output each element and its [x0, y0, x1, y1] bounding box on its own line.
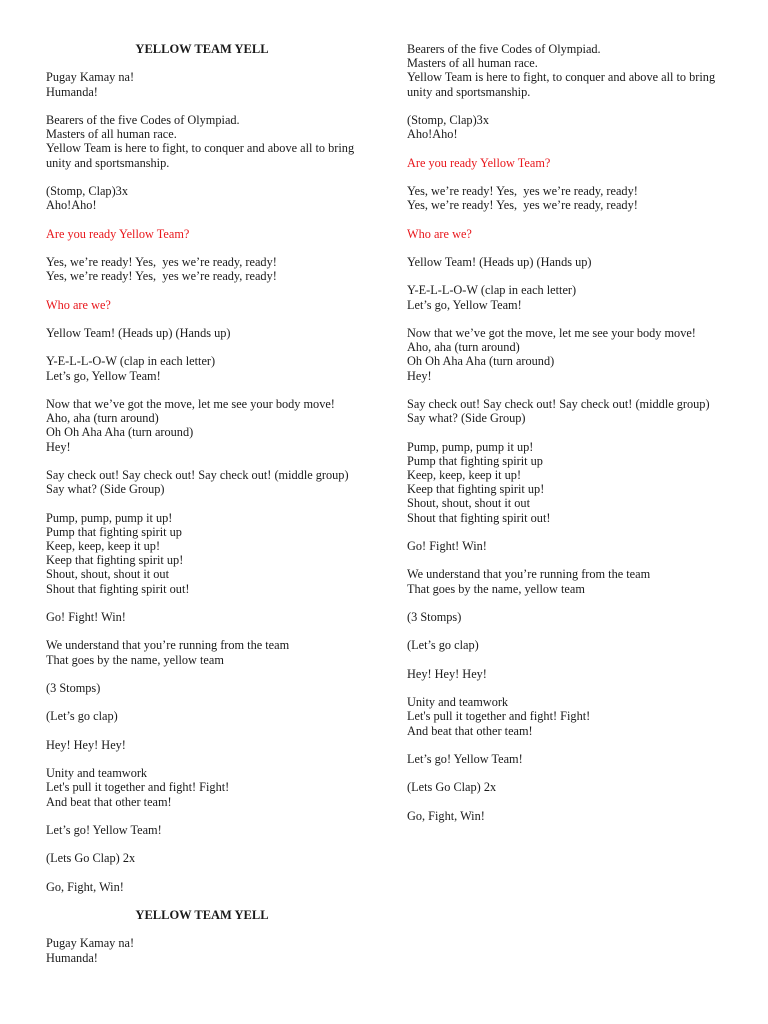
yell-line: Let's pull it together and fight! Fight! [46, 780, 230, 795]
yell-line: Yes, we’re ready! Yes, yes we’re ready, ready! [46, 254, 277, 269]
yell-line: Pump, pump, pump it up! [407, 439, 534, 454]
yell-line: Masters of all human race. [407, 56, 538, 71]
yell-line: That goes by the name, yellow team [407, 581, 585, 596]
yell-line: Say check out! Say check out! Say check out! (middle group) [407, 396, 710, 411]
yell-line: Go! Fight! Win! [407, 538, 487, 553]
yell-line: Now that we’ve got the move, let me see your body move! [46, 396, 335, 411]
yell-line: Say what? (Side Group) [46, 482, 165, 497]
yell-paragraph [46, 766, 364, 809]
right-yell-text [407, 42, 725, 823]
yell-paragraph [407, 780, 725, 794]
yell-line: (Lets Go Clap) 2x [407, 780, 497, 795]
yell-line: Go, Fight, Win! [46, 879, 124, 894]
yell-line: Bearers of the five Codes of Olympiad. [46, 112, 240, 127]
yell-paragraph [46, 851, 364, 865]
yell-paragraph [407, 752, 725, 766]
yell-paragraph [46, 936, 364, 964]
yell-paragraph [407, 809, 725, 823]
yell-line: And beat that other team! [46, 794, 172, 809]
left-yell-text-continued [46, 936, 364, 964]
yell-line: Yes, we’re ready! Yes, yes we’re ready, ready! [407, 198, 638, 213]
yell-line: Unity and teamwork [46, 766, 148, 781]
yell-line: Humanda! [46, 950, 98, 965]
call-out-paragraph [407, 227, 725, 241]
yell-paragraph [407, 397, 725, 425]
yell-line: Oh Oh Aha Aha (turn around) [407, 354, 555, 369]
yell-paragraph [46, 113, 364, 170]
yell-line: Hey! Hey! Hey! [407, 666, 487, 681]
yell-line: (3 Stomps) [407, 609, 462, 624]
yell-line: Yellow Team! (Heads up) (Hands up) [407, 254, 592, 269]
yell-paragraph [46, 738, 364, 752]
yell-line: Keep that fighting spirit up! [46, 553, 184, 568]
yell-line: Keep that fighting spirit up! [407, 482, 545, 497]
yell-paragraph [46, 610, 364, 624]
yell-paragraph [46, 397, 364, 454]
call-out-paragraph [46, 227, 364, 241]
yell-paragraph [407, 326, 725, 383]
yell-line: Let’s go! Yellow Team! [46, 822, 162, 837]
yell-line: Let's pull it together and fight! Fight! [407, 709, 591, 724]
yell-line: Let’s go, Yellow Team! [46, 368, 161, 383]
yell-paragraph [46, 638, 364, 666]
yell-paragraph [407, 113, 725, 141]
yell-line: (Stomp, Clap)3x [407, 113, 489, 127]
yell-line: Keep, keep, keep it up! [407, 467, 522, 482]
yell-paragraph [407, 283, 725, 311]
yell-paragraph [46, 681, 364, 695]
yell-line: Say check out! Say check out! Say check out! (middle group) [46, 467, 349, 482]
yell-paragraph [46, 880, 364, 894]
yell-line: Go, Fight, Win! [407, 808, 485, 823]
yell-line: That goes by the name, yellow team [46, 652, 224, 667]
right-column [407, 42, 725, 837]
yell-paragraph [407, 610, 725, 624]
yell-paragraph [407, 440, 725, 525]
document-title: YELLOW TEAM YELL [135, 42, 269, 56]
yell-paragraph [407, 255, 725, 269]
yell-line: Who are we? [46, 297, 111, 312]
yell-line: (Let’s go clap) [46, 709, 118, 724]
yell-line: Who are we? [407, 226, 472, 241]
yell-line: Unity and teamwork [407, 695, 509, 710]
yell-line: Pugay Kamay na! [46, 70, 135, 85]
yell-paragraph [407, 695, 725, 738]
yell-paragraph [46, 511, 364, 596]
yell-paragraph [46, 326, 364, 340]
call-out-paragraph [407, 156, 725, 170]
yell-paragraph [46, 70, 364, 98]
yell-paragraph [46, 468, 364, 496]
yell-line: Now that we’ve got the move, let me see your body move! [407, 325, 696, 340]
yell-line: Hey! [407, 368, 432, 383]
yell-line: Shout, shout, shout it out [46, 567, 169, 582]
yell-paragraph [46, 184, 364, 212]
yell-line: Pump that fighting spirit up [46, 524, 182, 539]
yell-paragraph [407, 42, 725, 99]
yell-paragraph [46, 354, 364, 382]
yell-paragraph [407, 539, 725, 553]
yell-line: Y-E-L-L-O-W (clap in each letter) [46, 354, 216, 369]
yell-line: Pump that fighting spirit up [407, 453, 543, 468]
yell-line: Humanda! [46, 84, 98, 99]
yell-line: Yes, we’re ready! Yes, yes we’re ready, ready! [407, 183, 638, 198]
yell-line: Hey! [46, 439, 71, 454]
yell-line: Aho, aha (turn around) [407, 340, 520, 355]
yell-line: Y-E-L-L-O-W (clap in each letter) [407, 283, 577, 298]
yell-line: Aho!Aho! [46, 198, 97, 213]
yell-line: (Lets Go Clap) 2x [46, 851, 136, 866]
yell-line: Oh Oh Aha Aha (turn around) [46, 425, 194, 440]
yell-line: Aho, aha (turn around) [46, 411, 159, 426]
yell-line: Yellow Team! (Heads up) (Hands up) [46, 325, 231, 340]
yell-line: Shout, shout, shout it out [407, 496, 530, 511]
yell-line: Let’s go! Yellow Team! [407, 751, 523, 766]
yell-line: (3 Stomps) [46, 680, 101, 695]
yell-line: Shout that fighting spirit out! [46, 581, 190, 596]
yell-line: Yes, we’re ready! Yes, yes we’re ready, ready! [46, 269, 277, 284]
yell-paragraph [407, 567, 725, 595]
yell-line: Say what? (Side Group) [407, 411, 526, 426]
yell-line: Aho!Aho! [407, 127, 458, 142]
yell-paragraph [407, 184, 725, 212]
yell-paragraph [407, 638, 725, 652]
left-column [46, 42, 364, 979]
yell-line: Let’s go, Yellow Team! [407, 297, 522, 312]
yell-paragraph [46, 709, 364, 723]
yell-line: And beat that other team! [407, 723, 533, 738]
yell-line: Bearers of the five Codes of Olympiad. [407, 42, 601, 56]
yell-paragraph [46, 255, 364, 283]
yell-paragraph [46, 823, 364, 837]
yell-line: We understand that you’re running from the team [407, 567, 651, 582]
yell-line: Are you ready Yellow Team? [407, 155, 551, 170]
left-yell-text [46, 70, 364, 893]
yell-line: Pugay Kamay na! [46, 936, 135, 951]
repeated-document-title: YELLOW TEAM YELL [135, 908, 269, 923]
yell-line: Yellow Team is here to fight, to conquer and above all to bring unity and sportsmanship. [407, 70, 719, 99]
yell-line: We understand that you’re running from the team [46, 638, 290, 653]
yell-line: Shout that fighting spirit out! [407, 510, 551, 525]
yell-line: Yellow Team is here to fight, to conquer and above all to bring unity and sportsmanship. [46, 141, 358, 170]
yell-line: Pump, pump, pump it up! [46, 510, 173, 525]
yell-line: (Let’s go clap) [407, 638, 479, 653]
yell-paragraph [407, 667, 725, 681]
yell-line: Are you ready Yellow Team? [46, 226, 190, 241]
yell-line: (Stomp, Clap)3x [46, 183, 128, 198]
call-out-paragraph [46, 298, 364, 312]
yell-line: Masters of all human race. [46, 127, 177, 142]
yell-line: Hey! Hey! Hey! [46, 737, 126, 752]
yell-line: Keep, keep, keep it up! [46, 538, 161, 553]
yell-line: Go! Fight! Win! [46, 609, 126, 624]
